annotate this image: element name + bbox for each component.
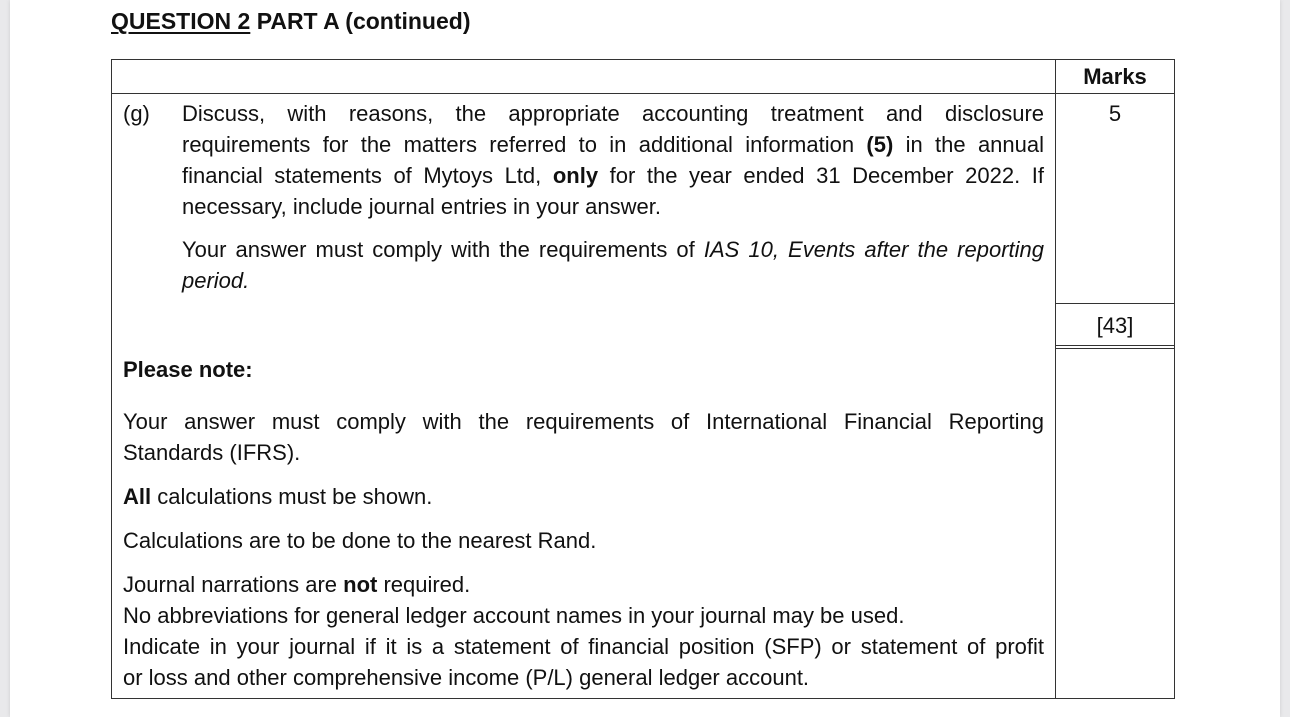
marks-total-top-border	[1055, 303, 1174, 304]
question-marks: 5	[1108, 101, 1122, 126]
question-line-4: necessary, include journal entries in your answer.	[182, 194, 661, 219]
note-journal-narrations: Journal narrations are not required.	[123, 572, 471, 597]
marks-total-bottom-border-1	[1055, 345, 1174, 346]
note-calculations: All calculations must be shown.	[123, 484, 433, 509]
question-label: (g)	[123, 101, 150, 126]
note-indicate-line-1: Indicate in your journal if it is a statement of financial position (SFP) or statement of profit	[123, 634, 1044, 659]
note-rounding: Calculations are to be done to the nearest Rand.	[123, 528, 597, 553]
question-line-3: financial statements of Mytoys Ltd, only for the year ended 31 December 2022. If	[182, 163, 1045, 188]
header-row-divider	[112, 93, 1174, 94]
marks-total-bottom-border-2	[1055, 348, 1174, 349]
note-ifrs-line-2: Standards (IFRS).	[123, 440, 301, 465]
title-suffix: PART A (continued)	[250, 8, 471, 34]
note-indicate-line-2: or loss and other comprehensive income (P/L) general ledger account.	[123, 665, 810, 690]
note-abbreviations: No abbreviations for general ledger account names in your journal may be used.	[123, 603, 905, 628]
question-table	[111, 59, 1175, 699]
marks-column-header: Marks	[1083, 64, 1147, 89]
note-ifrs-line-1: Your answer must comply with the requirements of International Financial Reporting	[123, 409, 1044, 434]
question-line-2: requirements for the matters referred to in additional information (5) in the annual	[182, 132, 1045, 157]
compliance-line-1: Your answer must comply with the requirements of IAS 10, Events after the reporting	[182, 237, 1044, 262]
question-line-1: Discuss, with reasons, the appropriate accounting treatment and disclosure	[182, 101, 1044, 126]
compliance-line-2: period.	[182, 268, 250, 293]
total-marks: [43]	[1096, 313, 1134, 338]
question-number: QUESTION 2	[111, 8, 251, 34]
document-page	[10, 0, 1280, 717]
notes-title: Please note:	[123, 357, 253, 382]
page-title	[111, 8, 471, 35]
marks-column-divider	[1055, 60, 1056, 698]
